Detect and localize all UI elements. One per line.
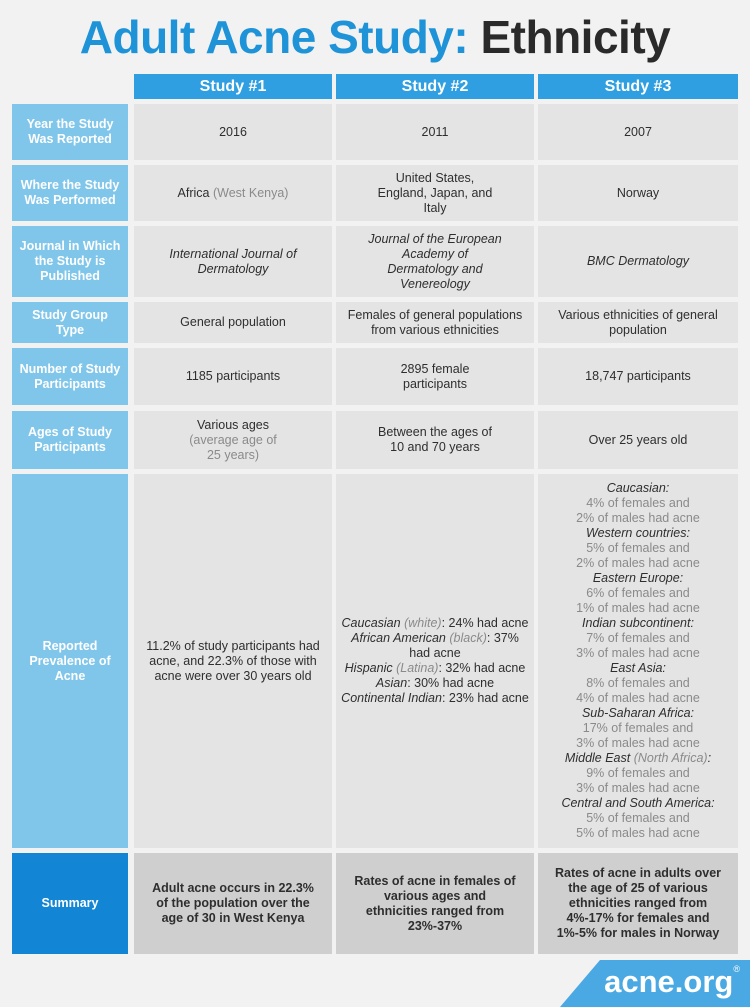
header-study-2: Study #2 (336, 74, 534, 99)
acne-org-logo[interactable] (604, 964, 740, 1000)
cell-group-2: Females of general populations from various ethnicities (336, 302, 534, 343)
cell-prevalence-2 (336, 474, 534, 848)
ethnicity-value: : 24% had acne (441, 616, 529, 630)
prevalence-2-line (340, 661, 530, 676)
region-male-rate: 2% of males had acne (576, 511, 700, 525)
region-name: Middle East (North Africa): (564, 751, 712, 765)
cell-number-3: 18,747 participants (538, 348, 738, 405)
row-label-year: Year the Study Was Reported (12, 104, 128, 160)
header-study-3: Study #3 (538, 74, 738, 99)
region-name: Caucasian: (606, 481, 670, 495)
region-male-rate: 4% of males had acne (576, 691, 700, 705)
cell-number-1: 1185 participants (134, 348, 332, 405)
cell-number-2: 2895 female participants (336, 348, 534, 405)
page-title (0, 10, 750, 64)
prevalence-2-line (340, 616, 530, 631)
cell-group-1: General population (134, 302, 332, 343)
ethnicity-value: : 37% had acne (409, 631, 519, 660)
region-female-rate: 9% of females and (586, 766, 690, 780)
ethnicity-name: Hispanic (344, 661, 393, 675)
region-name: Western countries: (586, 526, 690, 540)
cell-journal-3: BMC Dermatology (538, 226, 738, 297)
region-female-rate: 5% of females and (586, 811, 690, 825)
region-male-rate: 3% of males had acne (576, 781, 700, 795)
region-name: Sub-Saharan Africa: (581, 706, 695, 720)
cell-ages-3: Over 25 years old (538, 411, 738, 469)
ethnicity-value: : 32% had acne (438, 661, 526, 675)
cell-year-1: 2016 (134, 104, 332, 160)
row-label-number: Number of Study Participants (12, 348, 128, 405)
ethnicity-value: : 30% had acne (407, 676, 495, 690)
cell-year-2: 2011 (336, 104, 534, 160)
region-female-rate: 17% of females and (582, 721, 694, 735)
logo-text: acne.org (604, 964, 734, 999)
ethnicity-name: Caucasian (341, 616, 401, 630)
cell-summary-2: Rates of acne in females of various ages and ethnicities ranged from 23%-37% (336, 853, 534, 954)
prevalence-3-list (561, 481, 714, 841)
region-female-rate: 5% of females and (586, 541, 690, 555)
prevalence-2-line (340, 676, 530, 691)
ethnicity-note: (black) (449, 631, 487, 645)
cell-year-3: 2007 (538, 104, 738, 160)
cell-journal-2: Journal of the European Academy of Dermatology and Venereology (336, 226, 534, 297)
region-female-rate: 6% of females and (586, 586, 690, 600)
row-label-group: Study Group Type (12, 302, 128, 343)
ethnicity-note: (white) (404, 616, 442, 630)
cell-where-2: United States, England, Japan, and Italy (336, 165, 534, 221)
region-male-rate: 2% of males had acne (576, 556, 700, 570)
region-name: Central and South America: (561, 796, 715, 810)
row-label-where: Where the Study Was Performed (12, 165, 128, 221)
ages-1-sub: (average age of 25 years) (189, 432, 277, 462)
row-label-prevalence: Reported Prevalence of Acne (12, 474, 128, 848)
row-label-journal: Journal in Which the Study is Published (12, 226, 128, 297)
cell-group-3: Various ethnicities of general population (538, 302, 738, 343)
ethnicity-name: Continental Indian (341, 691, 442, 705)
cell-where-3: Norway (538, 165, 738, 221)
ages-1-main: Various ages (196, 417, 270, 432)
header-study-1: Study #1 (134, 74, 332, 99)
where-1-sub: (West Kenya) (212, 186, 289, 200)
region-male-rate: 1% of males had acne (576, 601, 700, 615)
region-name: Eastern Europe: (592, 571, 684, 585)
title-part2: Ethnicity (480, 11, 671, 63)
cell-summary-3: Rates of acne in adults over the age of 25 of various ethnicities ranged from 4%-17% for females and 1%-5% for males in Norway (538, 853, 738, 954)
cell-prevalence-1: 11.2% of study participants had acne, and 22.3% of those with acne were over 30 years old (134, 474, 332, 848)
cell-where-1 (134, 165, 332, 221)
region-female-rate: 4% of females and (586, 496, 690, 510)
ethnicity-name: Asian (375, 676, 408, 690)
region-female-rate: 7% of females and (586, 631, 690, 645)
ethnicity-name: African American (351, 631, 446, 645)
cell-ages-1 (134, 411, 332, 469)
cell-journal-1: International Journal of Dermatology (134, 226, 332, 297)
region-male-rate: 3% of males had acne (576, 736, 700, 750)
cell-ages-2: Between the ages of 10 and 70 years (336, 411, 534, 469)
prevalence-2-line (340, 691, 530, 706)
where-1-main: Africa (177, 186, 210, 200)
ethnicity-note: (Latina) (396, 661, 439, 675)
title-part1: Adult Acne Study: (79, 11, 469, 63)
region-name: East Asia: (610, 661, 666, 675)
region-note: (North Africa) (633, 751, 708, 765)
prevalence-2-list (340, 616, 530, 706)
region-male-rate: 3% of males had acne (576, 646, 700, 660)
region-male-rate: 5% of males had acne (576, 826, 700, 840)
prevalence-2-line (340, 631, 530, 661)
cell-summary-1: Adult acne occurs in 22.3% of the population over the age of 30 in West Kenya (134, 853, 332, 954)
ethnicity-value: : 23% had acne (441, 691, 529, 705)
registered-mark: ® (733, 964, 740, 974)
cell-prevalence-3 (538, 474, 738, 848)
region-name: Indian subcontinent: (582, 616, 694, 630)
row-label-summary: Summary (12, 853, 128, 954)
row-label-ages: Ages of Study Participants (12, 411, 128, 469)
region-female-rate: 8% of females and (586, 676, 690, 690)
